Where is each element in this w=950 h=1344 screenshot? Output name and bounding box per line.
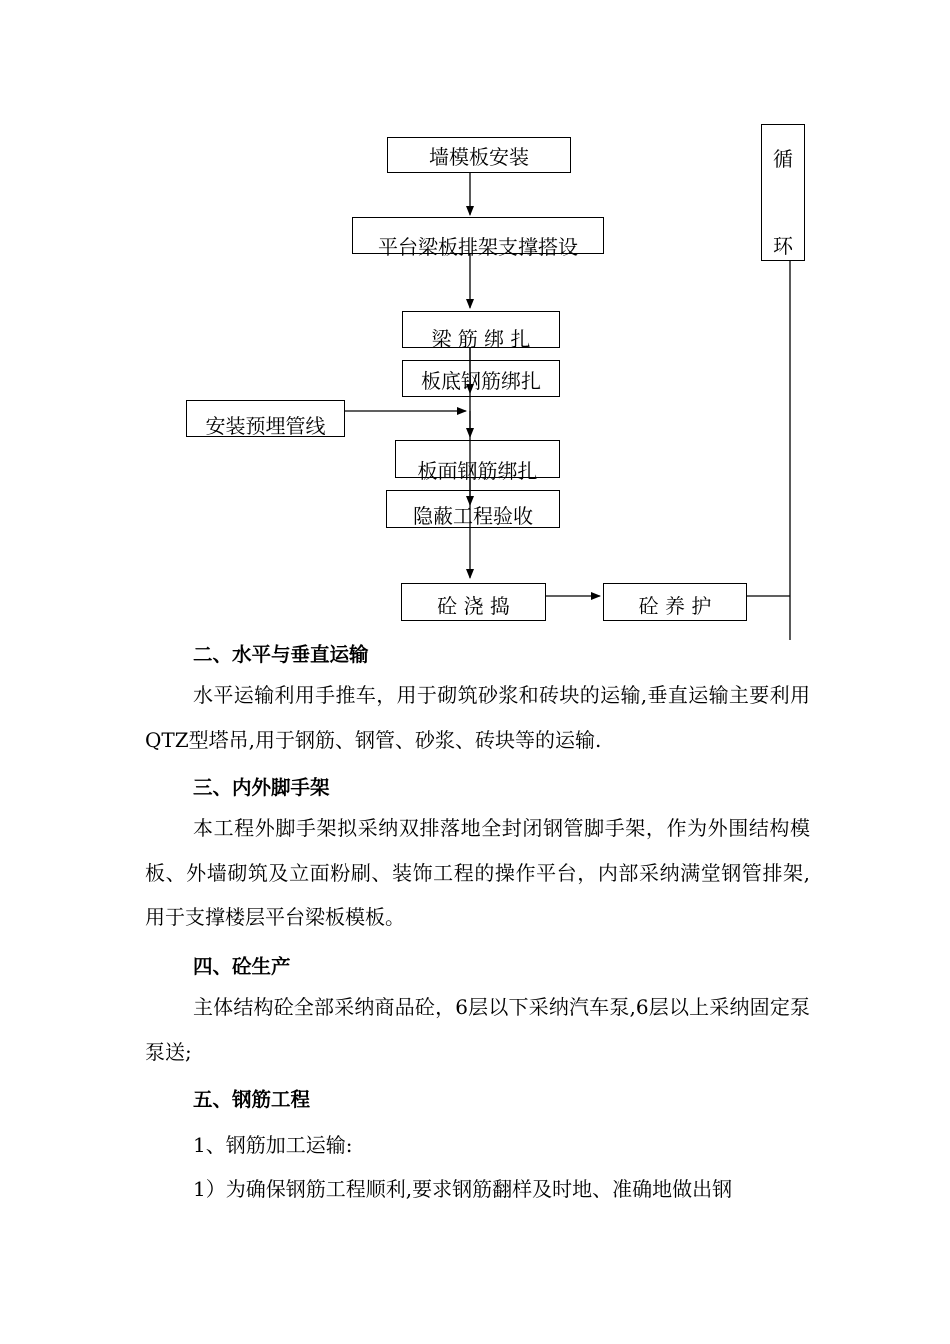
- section-3-heading: 三、内外脚手架: [193, 776, 330, 799]
- cycle-char: 循: [773, 147, 793, 171]
- flow-step-bottom-rebar: [402, 360, 560, 397]
- flow-step-label: 墙模板安装: [429, 145, 529, 169]
- flow-step-label: 砼 浇 捣: [437, 594, 510, 618]
- flow-step-label: 平台梁板排架支撑搭设: [378, 235, 578, 259]
- flow-step-wall-formwork: [387, 137, 571, 173]
- section-5-item-1-1: 1）为确保钢筋工程顺利,要求钢筋翻样及时地、准确地做出钢: [193, 1177, 733, 1201]
- flow-step-label: 梁 筋 绑 扎: [431, 327, 531, 351]
- section-5-item-1: 1、钢筋加工运输:: [193, 1133, 353, 1157]
- flow-step-label: 板面钢筋绑扎: [417, 459, 538, 483]
- flow-step-pouring: [401, 583, 546, 621]
- cycle-char: 环: [773, 234, 793, 258]
- section-3-paragraph: 本工程外脚手架拟采纳双排落地全封闭钢管脚手架，作为外围结构模板、外墙砌筑及立面粉刷、装饰工程的操作平台，内部采纳满堂钢管排架,用于支撑楼层平台梁板模板。: [145, 816, 810, 930]
- flow-step-label: 板底钢筋绑扎: [421, 369, 541, 393]
- flow-step-label: 隐蔽工程验收: [413, 504, 533, 528]
- flow-step-embedded-pipes: [186, 400, 345, 437]
- flow-step-label: 砼 养 护: [638, 594, 712, 618]
- flow-step-curing: [603, 583, 747, 621]
- section-4-heading: 四、砼生产: [193, 955, 291, 978]
- flow-cycle-box: [761, 124, 805, 261]
- flow-step-top-rebar: [395, 440, 560, 483]
- section-5-heading: 五、钢筋工程: [193, 1088, 311, 1111]
- flow-step-concealed-inspection: [386, 490, 560, 528]
- flow-step-support-erection: [352, 217, 604, 259]
- flow-step-beam-rebar: [402, 311, 560, 351]
- section-4-paragraph: 主体结构砼全部采纳商品砼，6层以下采纳汽车泵,6层以上采纳固定泵泵送;: [145, 995, 810, 1064]
- section-2-paragraph: 水平运输利用手推车，用于砌筑砂浆和砖块的运输,垂直运输主要利用QTZ型塔吊,用于钢筋、钢管、砂浆、砖块等的运输.: [145, 683, 810, 752]
- section-2-heading: 二、水平与垂直运输: [193, 643, 369, 666]
- flow-step-label: 安装预埋管线: [205, 414, 326, 438]
